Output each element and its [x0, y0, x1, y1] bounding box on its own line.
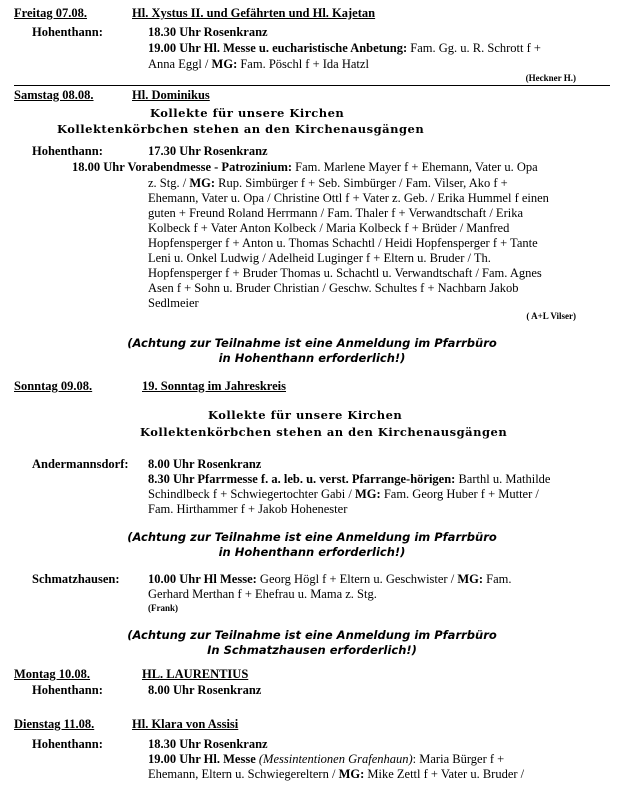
day-header-title: Hl. Dominikus [132, 88, 210, 102]
day-header-title: Hl. Xystus II. und Gefährten und Hl. Kajetan [132, 6, 376, 20]
service-line: 8.00 Uhr Rosenkranz [148, 683, 262, 697]
location-label: Hohenthann: [32, 144, 103, 158]
intention-line: Leni u. Onkel Ludwig / Adelheid Luginger f + Eltern u. Bruder / Th. [148, 251, 491, 265]
intention-line: Asen f + Sohn u. Bruder Christian / Geschw. Schultes f + Nachbarn Jakob [148, 281, 519, 295]
collection-notice: Kollekte für unsere Kirchen [150, 106, 345, 120]
day-header-title: Hl. Klara von Assisi [132, 717, 239, 731]
registration-note: (Achtung zur Teilnahme ist eine Anmeldung im Pfarrbüro [127, 336, 497, 350]
registration-note: in Hohenthann erforderlich!) [218, 545, 406, 559]
intention-line: guten + Freund Roland Herrmann / Fam. Thaler f + Verwandtschaft / Erika [148, 206, 523, 220]
service-line: 17.30 Uhr Rosenkranz [148, 144, 268, 158]
location-label: Hohenthann: [32, 683, 103, 697]
day-header-title: 19. Sonntag im Jahreskreis [142, 379, 287, 393]
credit: (Heckner H.) [525, 73, 576, 83]
intention-line: Anna Eggl / MG: Fam. Pöschl f + Ida Hatzl [148, 57, 369, 71]
location-label: Schmatzhausen: [32, 572, 120, 586]
collection-notice: Kollekte für unsere Kirchen [208, 408, 403, 422]
intention-line: Schindlbeck f + Schwiegertochter Gabi / MG: Fam. Georg Huber f + Mutter / [148, 487, 539, 501]
divider [14, 85, 610, 86]
registration-note: In Schmatzhausen erforderlich!) [207, 643, 417, 657]
credit: (Frank) [148, 603, 178, 613]
service-line: 19.00 Uhr Hl. Messe (Messintentionen Grafenhaun): Maria Bürger f + [148, 752, 505, 766]
day-header-date: Sonntag 09.08. [14, 379, 93, 393]
intention-line: Hopfensperger f + Bruder Thomas u. Schachtl u. Verwandtschaft / Fam. Agnes [148, 266, 542, 280]
service-line: 18.30 Uhr Rosenkranz [148, 25, 268, 39]
intention-line: Hopfensperger f + Anton u. Thomas Schachtl / Heidi Hopfensperger f + Tante [148, 236, 538, 250]
intention-line: Fam. Hirthammer f + Jakob Hohenester [148, 502, 348, 516]
registration-note: (Achtung zur Teilnahme ist eine Anmeldung im Pfarrbüro [127, 628, 497, 642]
registration-note: in Hohenthann erforderlich!) [218, 351, 406, 365]
service-line: 18.30 Uhr Rosenkranz [148, 737, 268, 751]
collection-notice: Kollektenkörbchen stehen an den Kirchenausgängen [140, 425, 508, 439]
intention-line: z. Stg. / MG: Rup. Simbürger f + Seb. Simbürger / Fam. Vilser, Ako f + [148, 176, 508, 190]
intention-line: Gerhard Merthan f + Ehefrau u. Mama z. Stg. [148, 587, 377, 601]
location-label: Hohenthann: [32, 737, 103, 751]
intention-line: Kolbeck f + Vater Anton Kolbeck / Maria Kolbeck f + Brüder / Manfred [148, 221, 510, 235]
intention-line: Ehemann, Vater u. Opa / Christine Ottl f + Vater z. Geb. / Erika Hummel f einen [148, 191, 549, 205]
location-label: Hohenthann: [32, 25, 103, 39]
registration-note: (Achtung zur Teilnahme ist eine Anmeldung im Pfarrbüro [127, 530, 497, 544]
intention-line: Sedlmeier [148, 296, 199, 310]
service-line: 19.00 Uhr Hl. Messe u. eucharistische Anbetung: Fam. Gg. u. R. Schrott f + [148, 41, 541, 55]
day-header-date: Montag 10.08. [14, 667, 91, 681]
day-header-date: Dienstag 11.08. [14, 717, 95, 731]
intention-line: Ehemann, Eltern u. Schwiegereltern / MG: Mike Zettl f + Vater u. Bruder / [148, 767, 525, 781]
service-line: 18.00 Uhr Vorabendmesse - Patrozinium: Fam. Marlene Mayer f + Ehemann, Vater u. Opa [72, 160, 538, 174]
day-header-date: Samstag 08.08. [14, 88, 94, 102]
collection-notice: Kollektenkörbchen stehen an den Kirchenausgängen [57, 122, 425, 136]
service-line: 8.30 Uhr Pfarrmesse f. a. leb. u. verst. Pfarrange-hörigen: Barthl u. Mathilde [148, 472, 551, 486]
credit: ( A+L Vilser) [526, 311, 576, 321]
service-line: 8.00 Uhr Rosenkranz [148, 457, 262, 471]
service-line: 10.00 Uhr Hl Messe: Georg Högl f + Eltern u. Geschwister / MG: Fam. [148, 572, 512, 586]
day-header-date: Freitag 07.08. [14, 6, 88, 20]
location-label: Andermannsdorf: [32, 457, 129, 471]
day-header-title: HL. LAURENTIUS [142, 667, 249, 681]
